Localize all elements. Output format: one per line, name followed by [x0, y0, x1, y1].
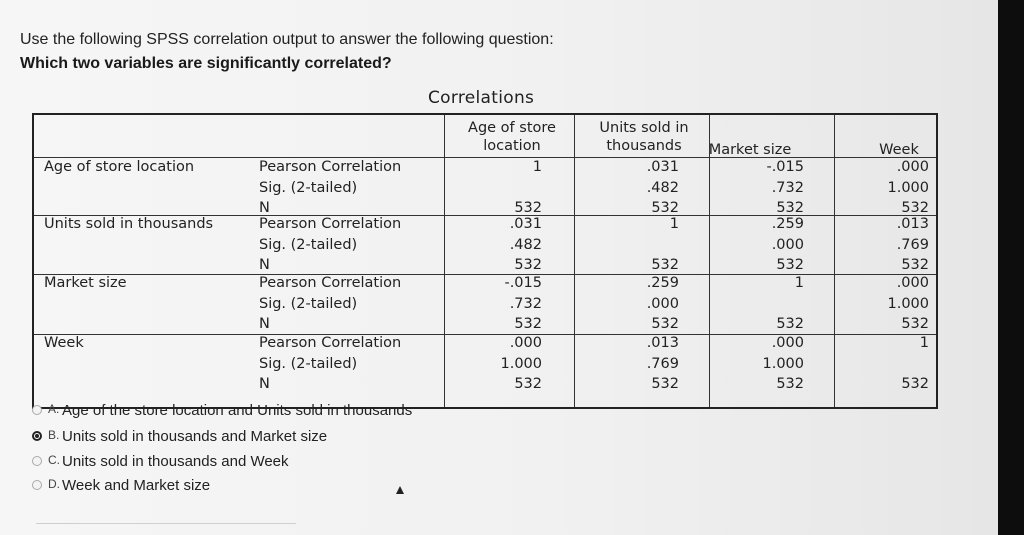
table-cell-value: 532: [651, 376, 679, 392]
option-letter: D.: [48, 477, 60, 491]
option-letter: B.: [48, 428, 60, 442]
table-cell-value: .000: [646, 295, 679, 312]
table-cell-value: .031: [646, 159, 679, 175]
divider-line: [36, 523, 296, 524]
table-cell-value: 1.000: [762, 355, 804, 372]
radio-button-icon[interactable]: [32, 405, 42, 415]
table-cell-value: 532: [514, 257, 542, 273]
table-cell-value: .000: [509, 335, 542, 351]
row-variable-label: Units sold in thousands: [44, 216, 214, 232]
table-cell-value: 532: [651, 200, 679, 216]
option-letter: A.: [48, 402, 60, 416]
table-cell-value: 532: [901, 200, 929, 216]
table-cell-value: .732: [771, 179, 804, 196]
stat-label: N: [259, 257, 270, 273]
table-cell-value: 1: [919, 335, 929, 351]
table-cell-value: .000: [771, 236, 804, 253]
option-label: Units sold in thousands and Market size: [62, 428, 328, 445]
correlations-table: [32, 113, 938, 409]
column-header: thousands: [606, 138, 682, 154]
table-cell-value: .259: [646, 275, 679, 291]
table-cell-value: .769: [896, 236, 929, 253]
question-instructions: Use the following SPSS correlation output to answer the following question:: [20, 31, 554, 48]
table-cell-value: .031: [509, 216, 542, 232]
table-cell-value: .013: [896, 216, 929, 232]
stat-label: Sig. (2-tailed): [259, 295, 358, 312]
stat-label: N: [259, 376, 270, 392]
radio-button-icon[interactable]: [32, 480, 42, 490]
stat-label: Pearson Correlation: [259, 159, 402, 175]
stat-label: Sig. (2-tailed): [259, 355, 358, 372]
option-label: Units sold in thousands and Week: [62, 453, 289, 470]
table-cell-value: 1.000: [500, 355, 542, 372]
table-cell-value: .482: [646, 179, 679, 196]
option-label: Week and Market size: [62, 477, 211, 494]
stat-label: Pearson Correlation: [259, 335, 402, 351]
column-header: Units sold in: [599, 120, 689, 136]
table-cell-value: 532: [651, 257, 679, 273]
table-cell-value: .259: [771, 216, 804, 232]
table-cell-value: 1: [669, 216, 679, 232]
table-cell-value: .732: [509, 295, 542, 312]
mouse-cursor-icon: [396, 486, 404, 494]
table-cell-value: .000: [771, 335, 804, 351]
table-cell-value: .769: [646, 355, 679, 372]
table-cell-value: 532: [776, 257, 804, 273]
stat-label: Pearson Correlation: [259, 275, 402, 291]
table-cell-value: 532: [776, 316, 804, 332]
table-cell-value: 532: [776, 376, 804, 392]
table-cell-value: .000: [896, 275, 929, 291]
table-cell-value: 1: [794, 275, 804, 291]
stat-label: Sig. (2-tailed): [259, 236, 358, 253]
table-cell-value: 532: [776, 200, 804, 216]
column-header: location: [483, 138, 541, 154]
table-cell-value: 532: [514, 316, 542, 332]
table-cell-value: 532: [901, 257, 929, 273]
row-variable-label: Age of store location: [44, 159, 195, 175]
table-cell-value: -.015: [766, 159, 804, 175]
table-cell-value: -.015: [504, 275, 542, 291]
table-cell-value: 532: [651, 316, 679, 332]
row-variable-label: Week: [44, 335, 84, 351]
question-prompt: Which two variables are significantly correlated?: [20, 55, 392, 72]
column-header: Age of store: [468, 120, 556, 136]
table-cell-value: .000: [896, 159, 929, 175]
column-header: Week: [879, 142, 919, 158]
table-cell-value: 1: [532, 159, 542, 175]
table-cell-value: 532: [901, 376, 929, 392]
column-divider: [444, 115, 445, 407]
stat-label: Sig. (2-tailed): [259, 179, 358, 196]
stat-label: N: [259, 316, 270, 332]
option-label: Age of the store location and Units sold in thousands: [62, 402, 413, 419]
table-cell-value: 1.000: [887, 295, 929, 312]
stat-label: Pearson Correlation: [259, 216, 402, 232]
table-cell-value: .482: [509, 236, 542, 253]
row-variable-label: Market size: [44, 275, 127, 291]
option-letter: C.: [48, 453, 60, 467]
stat-label: N: [259, 200, 270, 216]
radio-button-icon[interactable]: [32, 456, 42, 466]
column-divider: [574, 115, 575, 407]
table-cell-value: 532: [514, 376, 542, 392]
table-cell-value: 1.000: [887, 179, 929, 196]
table-cell-value: 532: [901, 316, 929, 332]
question-block: [20, 28, 554, 76]
radio-button-icon[interactable]: [32, 431, 42, 441]
table-title: Correlations: [428, 88, 535, 108]
table-cell-value: .013: [646, 335, 679, 351]
column-header: Market size: [708, 142, 792, 158]
table-cell-value: 532: [514, 200, 542, 216]
